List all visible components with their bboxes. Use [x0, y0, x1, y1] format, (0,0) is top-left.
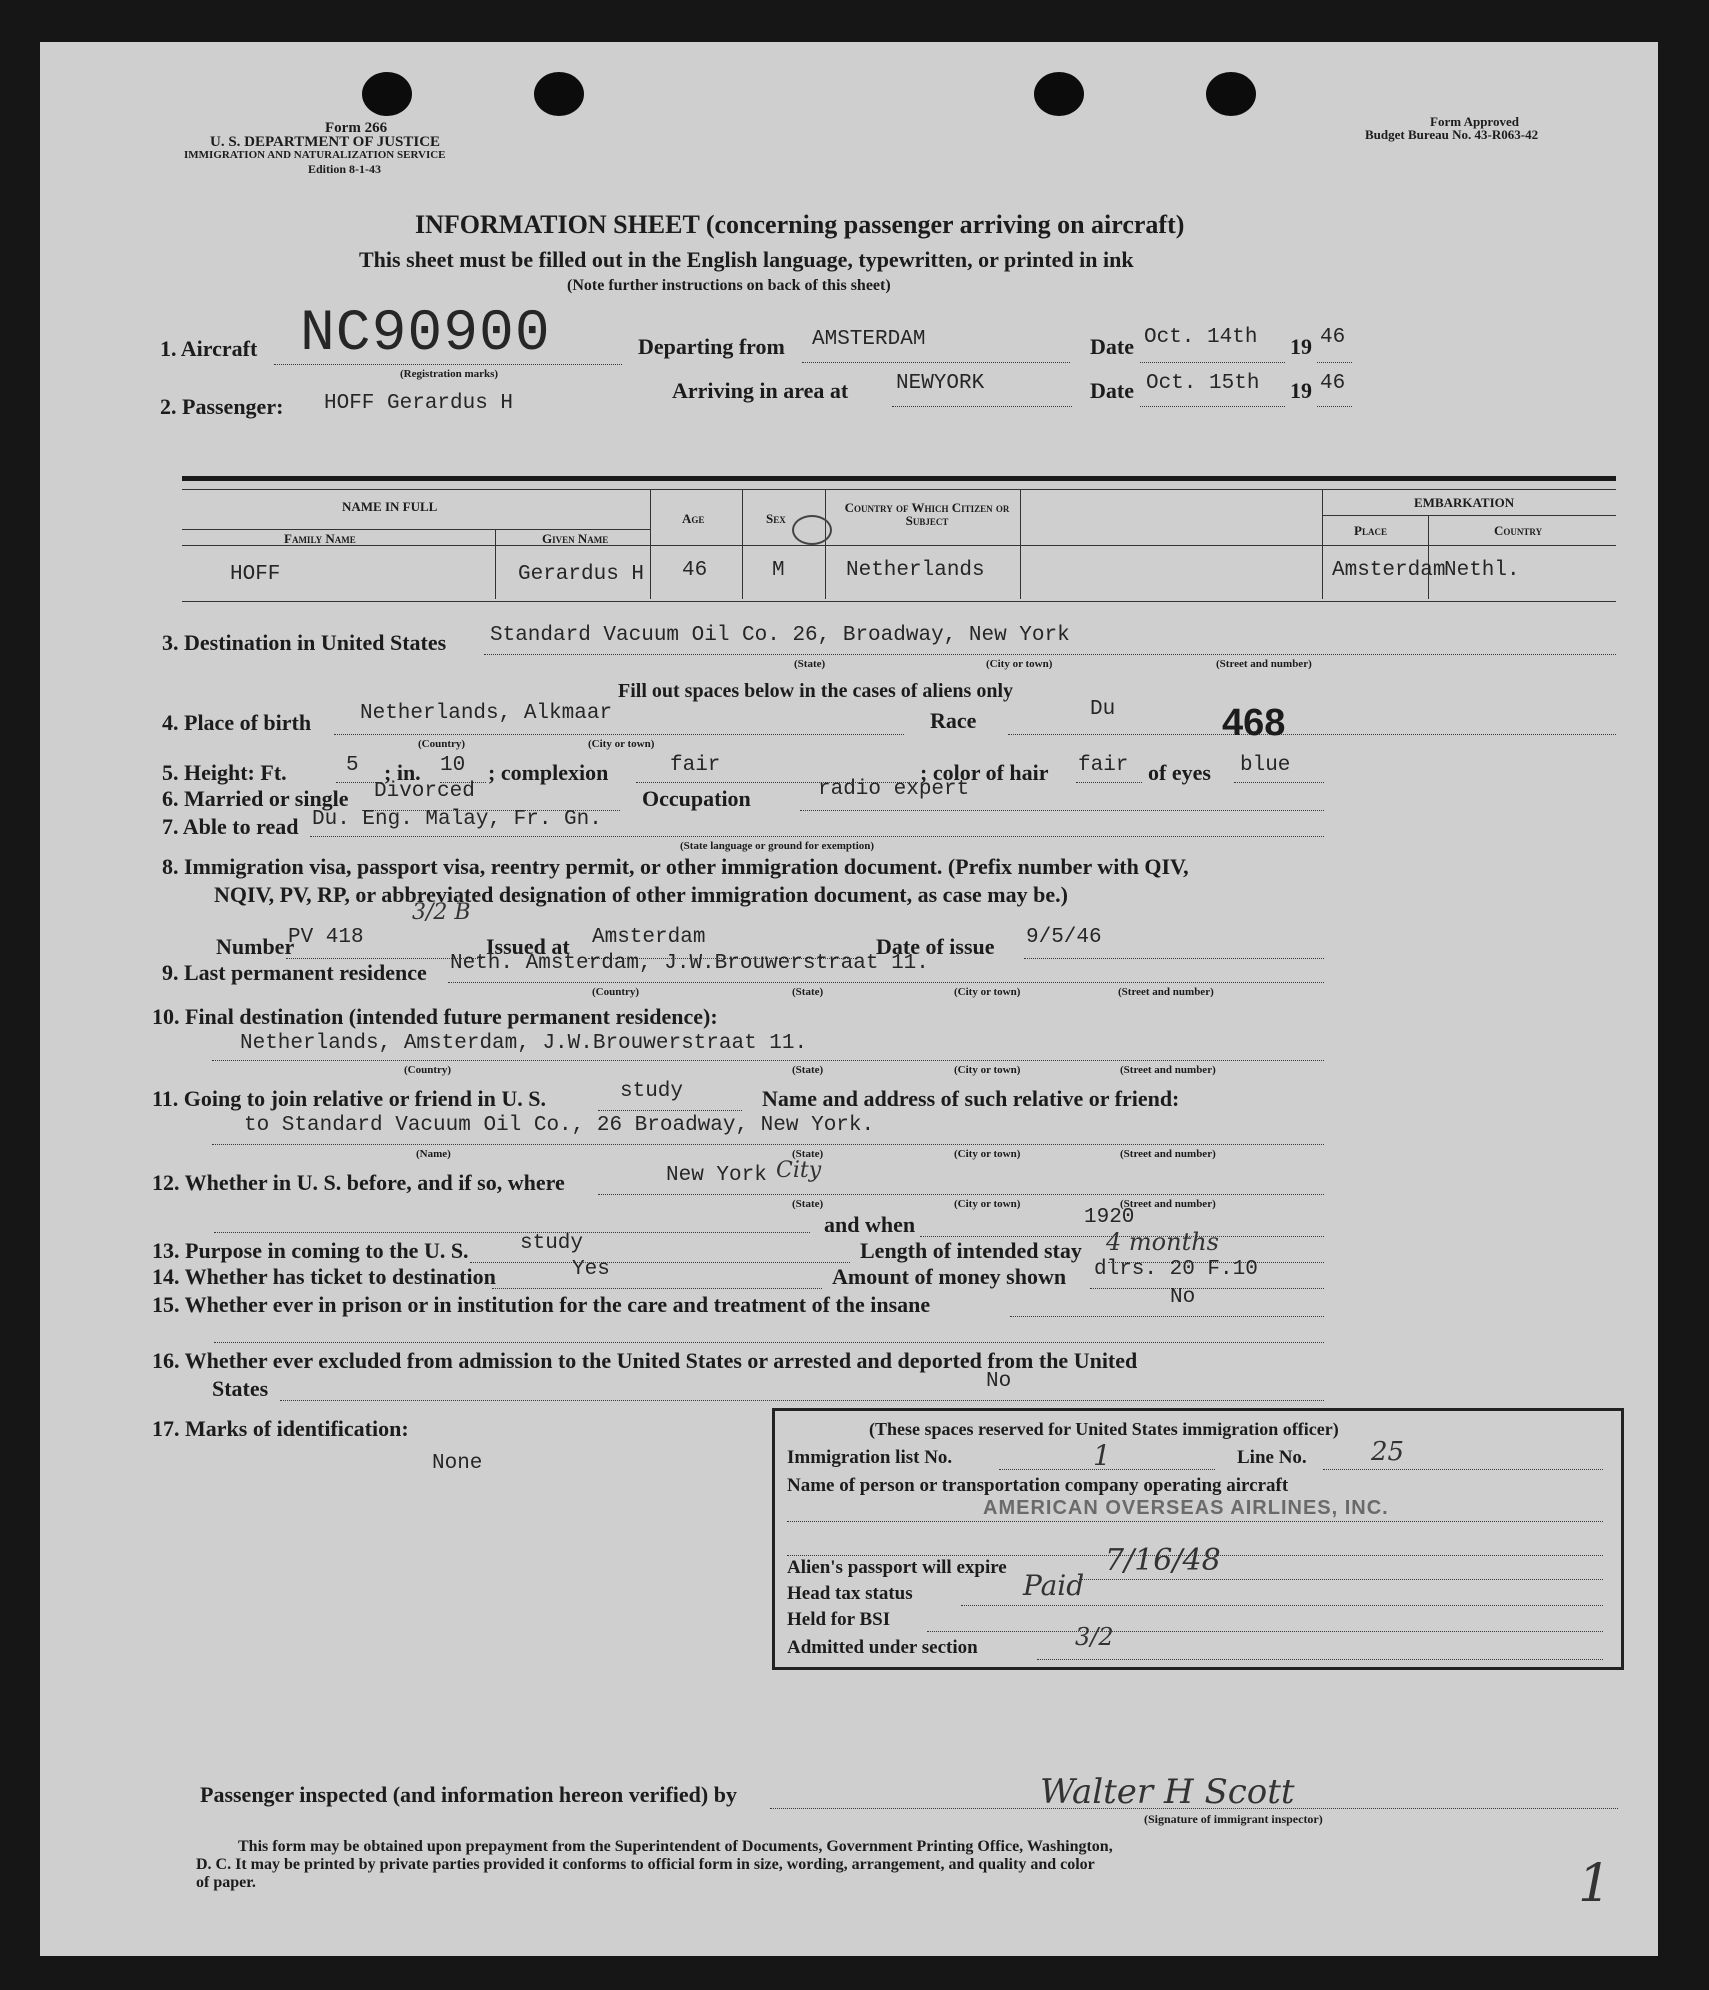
inspector-signature: Walter H Scott — [1040, 1772, 1295, 1812]
caption-country: (Country) — [404, 1064, 452, 1076]
occupation-value: radio expert — [818, 778, 970, 801]
ticket-label: 14. Whether has ticket to destination — [152, 1264, 496, 1289]
height-label: 5. Height: Ft. — [162, 760, 287, 785]
embark-country-header: Country — [1494, 523, 1543, 538]
birth-label: 4. Place of birth — [162, 710, 312, 735]
departing-value: AMSTERDAM — [812, 328, 926, 351]
identification-value: None — [432, 1452, 483, 1475]
list-no-value: 1 — [1093, 1439, 1111, 1472]
arrival-year: 46 — [1320, 372, 1346, 395]
occupation-label: Occupation — [642, 786, 751, 811]
join-relative-value: study — [620, 1080, 684, 1103]
punch-hole — [362, 72, 412, 116]
passenger-label: 2. Passenger: — [160, 394, 284, 419]
birth-value: Netherlands, Alkmaar — [360, 702, 613, 725]
form-note: (Note further instructions on back of this sheet) — [567, 277, 891, 294]
edition: Edition 8-1-43 — [308, 162, 382, 176]
department: U. S. DEPARTMENT OF JUSTICE — [210, 134, 441, 150]
citizen-cell: Netherlands — [846, 559, 985, 582]
visa-number-label: Number — [216, 934, 295, 959]
head-tax-label: Head tax status — [787, 1583, 913, 1604]
service: IMMIGRATION AND NATURALIZATION SERVICE — [184, 149, 446, 161]
place-header: Place — [1354, 523, 1387, 538]
caption-city: (City or town) — [954, 1148, 1021, 1160]
caption-street: (Street and number) — [1120, 1148, 1216, 1160]
stay-value: 4 months — [1106, 1228, 1219, 1256]
form-subtitle: This sheet must be filled out in the English language, typewritten, or printed in ink — [359, 247, 1134, 272]
carrier-stamp: AMERICAN OVERSEAS AIRLINES, INC. — [983, 1497, 1389, 1519]
hair-label: ; color of hair — [920, 760, 1049, 785]
and-when-value: 1920 — [1084, 1206, 1135, 1229]
registration-caption: (Registration marks) — [400, 368, 499, 380]
admitted-section-label: Admitted under section — [787, 1637, 978, 1658]
aircraft-registration: NC90900 — [300, 302, 551, 367]
punch-hole — [1206, 72, 1256, 116]
issued-at-label: Issued at — [486, 934, 570, 959]
purpose-label: 13. Purpose in coming to the U. S. — [152, 1238, 469, 1263]
passport-expire-value: 7/16/48 — [1105, 1543, 1221, 1578]
eyes-value: blue — [1240, 754, 1291, 777]
caption-state: (State) — [792, 986, 824, 998]
issue-date-value: 9/5/46 — [1026, 926, 1102, 949]
margin-circle-mark — [792, 515, 832, 545]
relative-name-label: Name and address of such relative or friend: — [762, 1086, 1180, 1111]
caption-state: (State) — [792, 1148, 824, 1160]
arrival-year-prefix: 19 — [1290, 378, 1312, 403]
read-value: Du. Eng. Malay, Fr. Gn. — [312, 808, 602, 831]
form-sheet — [40, 42, 1658, 1956]
page-mark: 1 — [1578, 1854, 1612, 1914]
aircraft-label: 1. Aircraft — [160, 336, 258, 361]
final-destination-label: 10. Final destination (intended future permanent residence): — [152, 1004, 718, 1029]
head-tax-value: Paid — [1023, 1569, 1085, 1602]
arrival-date-label: Date — [1090, 378, 1134, 403]
line-no-value: 25 — [1371, 1437, 1405, 1467]
footer-line-2: D. C. It may be printed by private parties provided it conforms to official form in size, wording, arrangement, and quality and color — [196, 1856, 1095, 1873]
stay-label: Length of intended stay — [860, 1238, 1082, 1263]
purpose-value: study — [520, 1232, 584, 1255]
embarkation-header: EMBARKATION — [1414, 495, 1515, 510]
arriving-value: NEWYORK — [896, 372, 985, 395]
caption-city: (City or town) — [954, 1064, 1021, 1076]
sex-cell: M — [772, 559, 785, 582]
caption-street: (Street and number) — [1118, 986, 1214, 998]
excluded-value: No — [986, 1370, 1012, 1393]
budget-bureau: Budget Bureau No. 43-R063-42 — [1365, 127, 1539, 142]
embark-place-cell: Amsterdam — [1332, 559, 1446, 582]
family-name-cell: HOFF — [230, 563, 281, 586]
last-residence-label: 9. Last permanent residence — [162, 960, 427, 985]
caption-language: (State language or ground for exemption) — [680, 840, 875, 852]
punch-hole — [534, 72, 584, 116]
departure-date-label: Date — [1090, 334, 1134, 359]
eyes-label: of eyes — [1148, 760, 1211, 785]
passport-expire-label: Alien's passport will expire — [787, 1557, 1007, 1578]
caption-country: (Country) — [418, 738, 466, 750]
form-approved: Form Approved — [1430, 114, 1519, 129]
marital-label: 6. Married or single — [162, 786, 349, 811]
visa-annotation: 3/2 B — [412, 900, 471, 925]
given-name-cell: Gerardus H — [518, 563, 645, 586]
marital-value: Divorced — [374, 780, 475, 803]
join-relative-label: 11. Going to join relative or friend in U. S. — [152, 1086, 546, 1111]
aliens-only-note: Fill out spaces below in the cases of aliens only — [618, 680, 1014, 702]
arriving-label: Arriving in area at — [672, 378, 849, 403]
final-destination-value: Netherlands, Amsterdam, J.W.Brouwerstraat 11. — [240, 1032, 808, 1055]
hair-value: fair — [1078, 754, 1129, 777]
departing-label: Departing from — [638, 334, 785, 359]
excluded-line-2: States — [212, 1376, 269, 1401]
embark-country-cell: Nethl. — [1444, 559, 1520, 582]
caption-street: (Street and number) — [1120, 1198, 1216, 1210]
caption-street: (Street and number) — [1216, 658, 1312, 670]
carrier-label: Name of person or transportation company operating aircraft — [787, 1475, 1289, 1496]
officer-box-title: (These spaces reserved for United States immigration officer) — [869, 1419, 1339, 1439]
last-residence-value: Neth. Amsterdam, J.W.Brouwerstraat 11. — [450, 952, 929, 975]
relative-address-value: to Standard Vacuum Oil Co., 26 Broadway, New York. — [244, 1114, 875, 1137]
prison-value: No — [1170, 1286, 1196, 1309]
line-no-label: Line No. — [1237, 1447, 1307, 1468]
officer-box — [772, 1408, 1624, 1670]
caption-city: (City or town) — [588, 738, 655, 750]
footer-line-3: of paper. — [196, 1874, 256, 1891]
age-cell: 46 — [682, 559, 708, 582]
race-label: Race — [930, 708, 977, 733]
given-name-header: Given Name — [542, 531, 609, 546]
destination-value: Standard Vacuum Oil Co. 26, Broadway, New York — [490, 624, 1070, 647]
ticket-value: Yes — [572, 1258, 610, 1281]
in-us-before-value: New York — [666, 1164, 767, 1187]
visa-line-2: NQIV, PV, RP, or abbreviated designation of other immigration document, as case may be.) — [214, 882, 1068, 907]
race-value: Du — [1090, 698, 1116, 721]
punch-hole — [1034, 72, 1084, 116]
list-no-label: Immigration list No. — [787, 1447, 953, 1468]
departure-year: 46 — [1320, 326, 1346, 349]
caption-state: (State) — [792, 1064, 824, 1076]
caption-street: (Street and number) — [1120, 1064, 1216, 1076]
inspected-label: Passenger inspected (and information hereon verified) by — [200, 1782, 737, 1807]
form-title: INFORMATION SHEET (concerning passenger arriving on aircraft) — [415, 210, 1185, 239]
in-us-before-label: 12. Whether in U. S. before, and if so, where — [152, 1170, 565, 1195]
issue-date-label: Date of issue — [876, 934, 995, 959]
excluded-line-1: 16. Whether ever excluded from admission to the United States or arrested and deported from the United — [152, 1348, 1138, 1373]
and-when-label: and when — [824, 1212, 916, 1237]
age-header: Age — [682, 511, 705, 526]
caption-state: (State) — [794, 658, 826, 670]
held-bsi-label: Held for BSI — [787, 1609, 891, 1630]
arrival-date: Oct. 15th — [1146, 372, 1260, 395]
stamp-number: 468 — [1222, 702, 1286, 744]
footer-line-1: This form may be obtained upon prepayment from the Superintendent of Documents, Government Printing Office, Washington, — [238, 1838, 1113, 1855]
money-value: dlrs. 20 F.10 — [1094, 1258, 1258, 1281]
caption-signature: (Signature of immigrant inspector) — [1144, 1812, 1323, 1826]
departure-year-prefix: 19 — [1290, 334, 1312, 359]
identification-label: 17. Marks of identification: — [152, 1416, 409, 1441]
caption-name: (Name) — [416, 1148, 451, 1160]
read-label: 7. Able to read — [162, 814, 299, 839]
complexion-value: fair — [670, 754, 721, 777]
caption-city: (City or town) — [954, 1198, 1021, 1210]
complexion-label: ; complexion — [488, 760, 609, 785]
height-inches: 10 — [440, 754, 466, 777]
money-label: Amount of money shown — [832, 1264, 1067, 1289]
inch-label: ; in. — [384, 760, 421, 785]
issued-at-value: Amsterdam — [592, 926, 706, 949]
form-number: Form 266 — [325, 120, 388, 136]
sex-header: Sex — [766, 511, 786, 526]
caption-state: (State) — [792, 1198, 824, 1210]
caption-city: (City or town) — [954, 986, 1021, 998]
destination-label: 3. Destination in United States — [162, 630, 447, 655]
caption-country: (Country) — [592, 986, 640, 998]
in-us-before-handwritten: City — [776, 1158, 822, 1183]
prison-label: 15. Whether ever in prison or in institution for the care and treatment of the insane — [152, 1292, 931, 1317]
visa-number: PV 418 — [288, 926, 364, 949]
caption-city: (City or town) — [986, 658, 1053, 670]
country-header: Country of Which Citizen or Subject — [844, 500, 1010, 528]
visa-line-1: 8. Immigration visa, passport visa, reentry permit, or other immigration document. (Prefix number with QIV, — [162, 854, 1189, 879]
admitted-section-value: 3/2 — [1075, 1623, 1114, 1651]
passenger-table — [182, 476, 1616, 602]
height-feet: 5 — [346, 754, 359, 777]
departure-date: Oct. 14th — [1144, 326, 1258, 349]
family-name-header: Family Name — [284, 531, 356, 546]
name-in-full-header: NAME IN FULL — [342, 499, 438, 514]
passenger-value: HOFF Gerardus H — [324, 392, 514, 415]
